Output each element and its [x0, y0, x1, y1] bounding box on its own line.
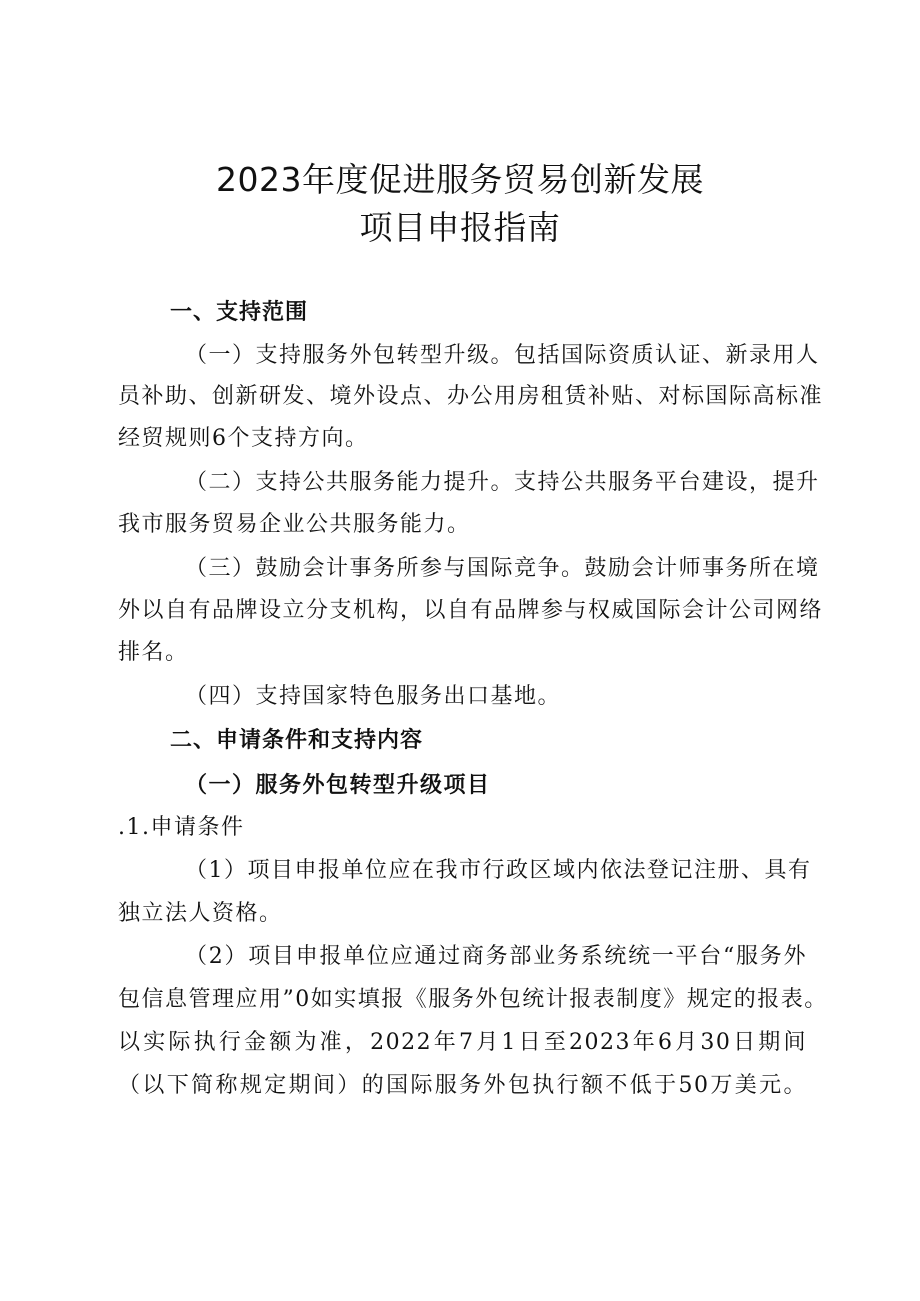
paragraph-3-line-1: （三）鼓励会计事务所参与国际竞争。鼓励会计师事务所在境	[185, 556, 820, 581]
section-2-heading: 二、申请条件和支持内容	[170, 728, 424, 753]
condition-2-line-4: （以下简称规定期间）的国际服务外包执行额不低于50万美元。	[118, 1073, 807, 1098]
paragraph-4-line-1: （四）支持国家特色服务出口基地。	[185, 684, 562, 709]
paragraph-1-line-1: （一）支持服务外包转型升级。包括国际资质认证、新录用人	[185, 343, 820, 368]
section-1-heading: 一、支持范围	[170, 300, 309, 325]
document-title-line-2: 项目申报指南	[359, 208, 561, 247]
paragraph-3-line-3: 排名。	[118, 640, 189, 665]
condition-1-line-1: （1）项目申报单位应在我市行政区域内依法登记注册、具有	[185, 858, 812, 883]
condition-2-line-2: 包信息管理应用”0如实填报《服务外包统计报表制度》规定的报表。	[118, 987, 828, 1012]
paragraph-3-line-2: 外以自有品牌设立分支机构，以自有品牌参与权威国际会计公司网络	[118, 598, 824, 623]
subsection-1-label: .1.申请条件	[118, 815, 245, 840]
condition-2-line-3: 以实际执行金额为准，2022年7月1日至2023年6月30日期间	[118, 1030, 807, 1055]
section-2-subheading: （一）服务外包转型升级项目	[185, 772, 491, 798]
document-title-line-1: 2023年度促进服务贸易创新发展	[216, 160, 704, 199]
paragraph-2-line-1: （二）支持公共服务能力提升。支持公共服务平台建设，提升	[185, 470, 820, 495]
paragraph-2-line-2: 我市服务贸易企业公共服务能力。	[118, 512, 471, 537]
condition-2-line-1: （2）项目申报单位应通过商务部业务系统统一平台“服务外	[185, 944, 807, 969]
paragraph-1-line-3: 经贸规则6个支持方向。	[118, 426, 369, 451]
condition-1-line-2: 独立法人资格。	[118, 901, 283, 926]
paragraph-1-line-2: 员补助、创新研发、境外设点、办公用房租赁补贴、对标国际高标准	[118, 384, 824, 409]
